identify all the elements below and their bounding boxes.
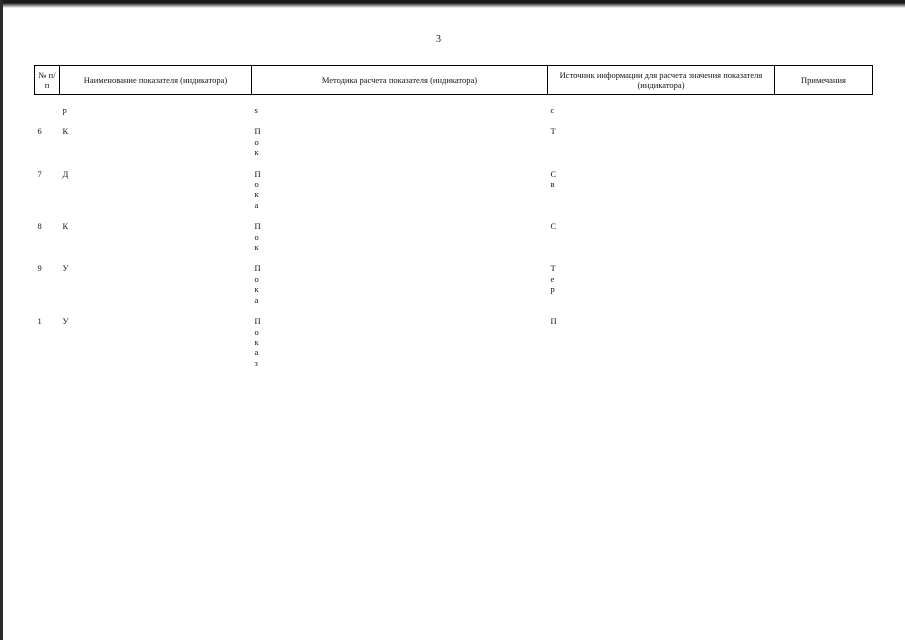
- calculation-method: [252, 169, 548, 222]
- calculation-method-line: П: [254, 126, 261, 137]
- information-source-line: в: [550, 179, 555, 190]
- table-header: [35, 66, 873, 95]
- notes-line: [778, 169, 870, 179]
- row-number-line: 1: [37, 316, 42, 327]
- notes: [775, 126, 873, 168]
- row-number-line: 9: [37, 263, 42, 274]
- indicator-name: [60, 221, 252, 263]
- information-source-line: р: [550, 284, 555, 295]
- calculation-method-line: о: [254, 273, 259, 284]
- calculation-method-line: к: [254, 242, 259, 253]
- information-source-line: с: [550, 105, 555, 115]
- notes: [775, 169, 873, 222]
- information-source: [548, 126, 775, 168]
- indicator-name-line: р: [62, 105, 67, 115]
- header-indicator-name: Наименование показателя (индикатора): [60, 66, 252, 95]
- notes: [775, 263, 873, 316]
- row-number: [35, 126, 60, 168]
- information-source-line: е: [550, 273, 555, 284]
- calculation-method-line: к: [254, 336, 259, 347]
- calculation-method-line: о: [254, 326, 259, 337]
- header-number: № п/п: [35, 66, 60, 95]
- table-row: [35, 126, 873, 168]
- information-source-line: Т: [550, 263, 556, 274]
- scan-edge-top: [0, 0, 905, 10]
- information-source: [548, 316, 775, 379]
- table-row: [35, 169, 873, 222]
- calculation-method-line: к: [254, 189, 259, 200]
- notes-line: [778, 221, 870, 231]
- row-number: [35, 316, 60, 379]
- calculation-method-line: П: [254, 316, 261, 327]
- calculation-method-line: П: [254, 168, 261, 179]
- row-number-line: 7: [37, 168, 42, 179]
- indicator-name-line: К: [62, 221, 69, 232]
- table-row: [35, 316, 873, 379]
- indicator-name: [60, 95, 252, 127]
- page-number: 3: [436, 34, 441, 45]
- information-source-line: С: [550, 168, 557, 179]
- indicator-name: [60, 263, 252, 316]
- scan-edge-left: [0, 0, 3, 640]
- header-calculation-method: Методика расчета показателя (индикатора): [252, 66, 548, 95]
- information-source-line: Т: [550, 126, 556, 137]
- row-number-line: 8: [37, 221, 42, 232]
- header-information-source: Источник информации для расчета значения показателя (индикатора): [548, 66, 775, 95]
- notes-line: [778, 316, 870, 326]
- header-notes: Примечания: [775, 66, 873, 95]
- notes-line: [778, 126, 870, 136]
- row-number: [35, 221, 60, 263]
- indicator-name-line: К: [62, 126, 69, 137]
- notes: [775, 221, 873, 263]
- row-number: [35, 263, 60, 316]
- calculation-method: [252, 316, 548, 379]
- row-number: [35, 95, 60, 127]
- calculation-method-line: s: [254, 105, 258, 115]
- notes: [775, 95, 873, 127]
- indicators-table: [34, 65, 873, 379]
- table-row: [35, 263, 873, 316]
- indicator-name: [60, 169, 252, 222]
- notes-line: [778, 105, 870, 115]
- calculation-method-line: к: [254, 284, 259, 295]
- calculation-method-line: П: [254, 263, 261, 274]
- calculation-method-line: а: [254, 347, 259, 358]
- calculation-method-line: о: [254, 179, 259, 190]
- calculation-method-line: о: [254, 231, 259, 242]
- information-source-line: П: [550, 316, 557, 327]
- information-source-line: С: [550, 221, 557, 232]
- indicator-name-line: У: [62, 316, 69, 327]
- indicator-name: [60, 126, 252, 168]
- calculation-method-line: о: [254, 136, 259, 147]
- calculation-method-line: к: [254, 147, 259, 158]
- calculation-method-line: П: [254, 221, 261, 232]
- table-body: [35, 95, 873, 380]
- row-number-line: 6: [37, 126, 42, 137]
- calculation-method: [252, 263, 548, 316]
- table-row: [35, 95, 873, 127]
- table-row: [35, 221, 873, 263]
- calculation-method-line: а: [254, 199, 259, 210]
- information-source: [548, 169, 775, 222]
- calculation-method: [252, 95, 548, 127]
- notes-line: [778, 263, 870, 273]
- calculation-method: [252, 221, 548, 263]
- indicator-name-line: Д: [62, 168, 69, 179]
- information-source: [548, 221, 775, 263]
- indicator-name: [60, 316, 252, 379]
- row-number: [35, 169, 60, 222]
- information-source: [548, 263, 775, 316]
- calculation-method-line: а: [254, 294, 259, 305]
- notes: [775, 316, 873, 379]
- row-number-line: [38, 105, 57, 115]
- calculation-method-line: з: [254, 357, 258, 368]
- indicator-name-line: У: [62, 263, 69, 274]
- information-source: [548, 95, 775, 127]
- calculation-method: [252, 126, 548, 168]
